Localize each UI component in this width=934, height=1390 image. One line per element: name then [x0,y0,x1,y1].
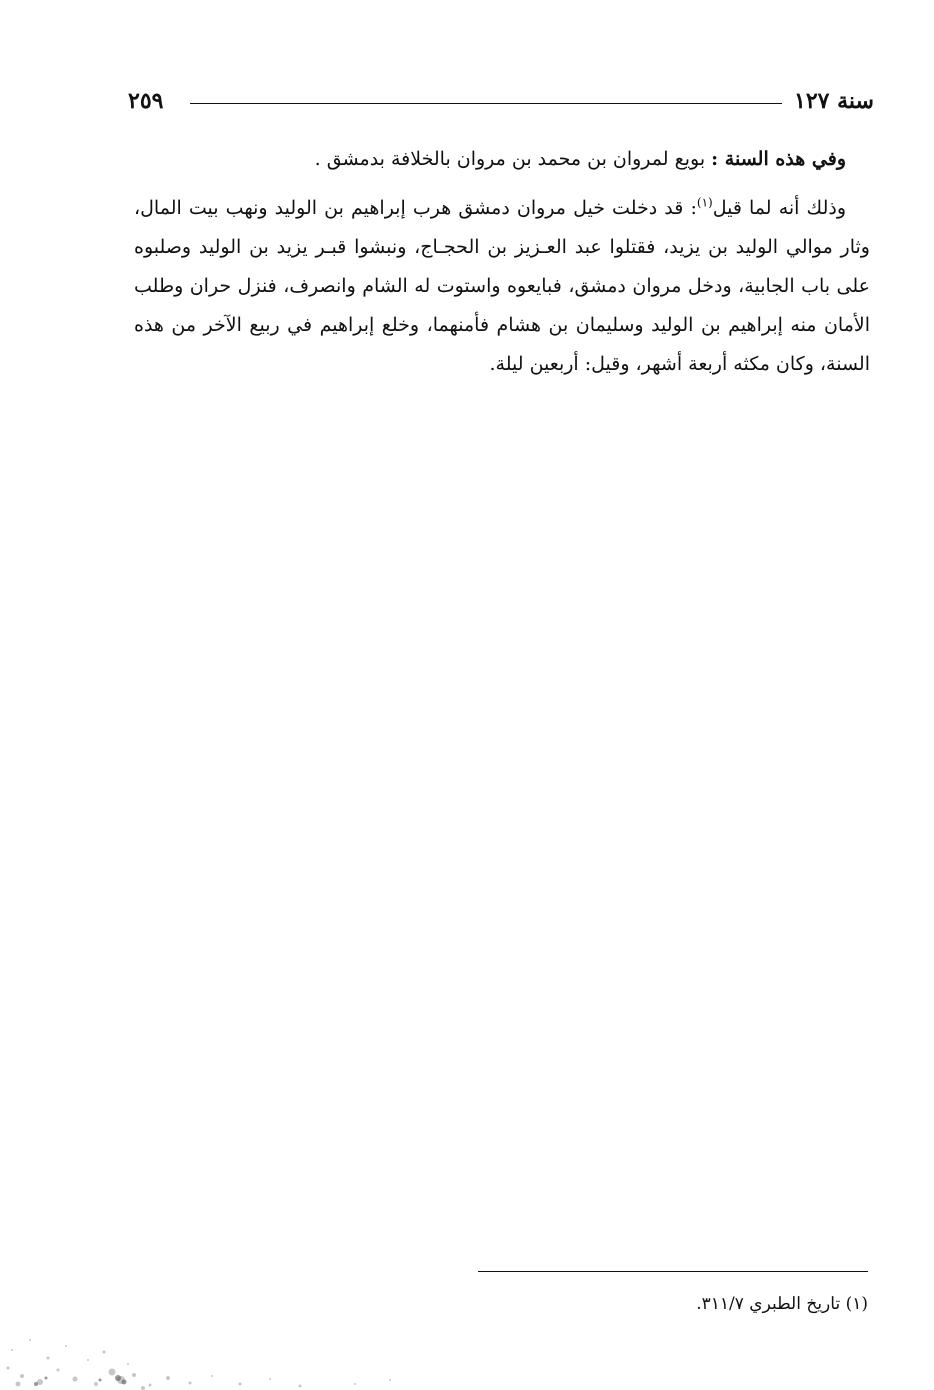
paragraph-rest: : قد دخلت خيل مروان دمشق هرب إبراهيم بن الوليد ونهب بيت المال، وثار موالي الوليد بن يزيد، فقتلوا عبد العـزيز بن الحجـاج، ونبشوا قبـر يزيد بن الوليد وصلبوه على باب الجابية، ودخل مروان دمشق، فبايعوه واستوت له الشام وانصرف، فنزل حران وطلب الأمان منه إبراهيم بن الوليد وسليمان بن هشام فأمنهما، وخلع إبراهيم في ربيع الآخر من هذه السنة، وكان مكثه أربعة أشهر، وقيل: أربعين ليلة. [134,197,870,375]
main-text [134,140,870,384]
running-header-year: سنة ١٢٧ [794,88,874,114]
footnote-reference: (١) [696,195,713,210]
intro-paragraph [134,140,870,179]
body-paragraph [134,189,870,384]
scan-speckle [0,1280,420,1390]
header-rule [190,103,782,104]
paragraph-start: وذلك أنه لما قيل [712,197,846,219]
intro-lead: وفي هذه السنة : [711,148,846,170]
footnote: (١) تاريخ الطبري ٣١١/٧. [696,1294,868,1314]
page-number: ٢٥٩ [128,88,164,114]
footnote-separator [478,1271,868,1272]
running-header [128,84,874,118]
intro-text: بويع لمروان بن محمد بن مروان بالخلافة بدمشق . [314,148,712,170]
